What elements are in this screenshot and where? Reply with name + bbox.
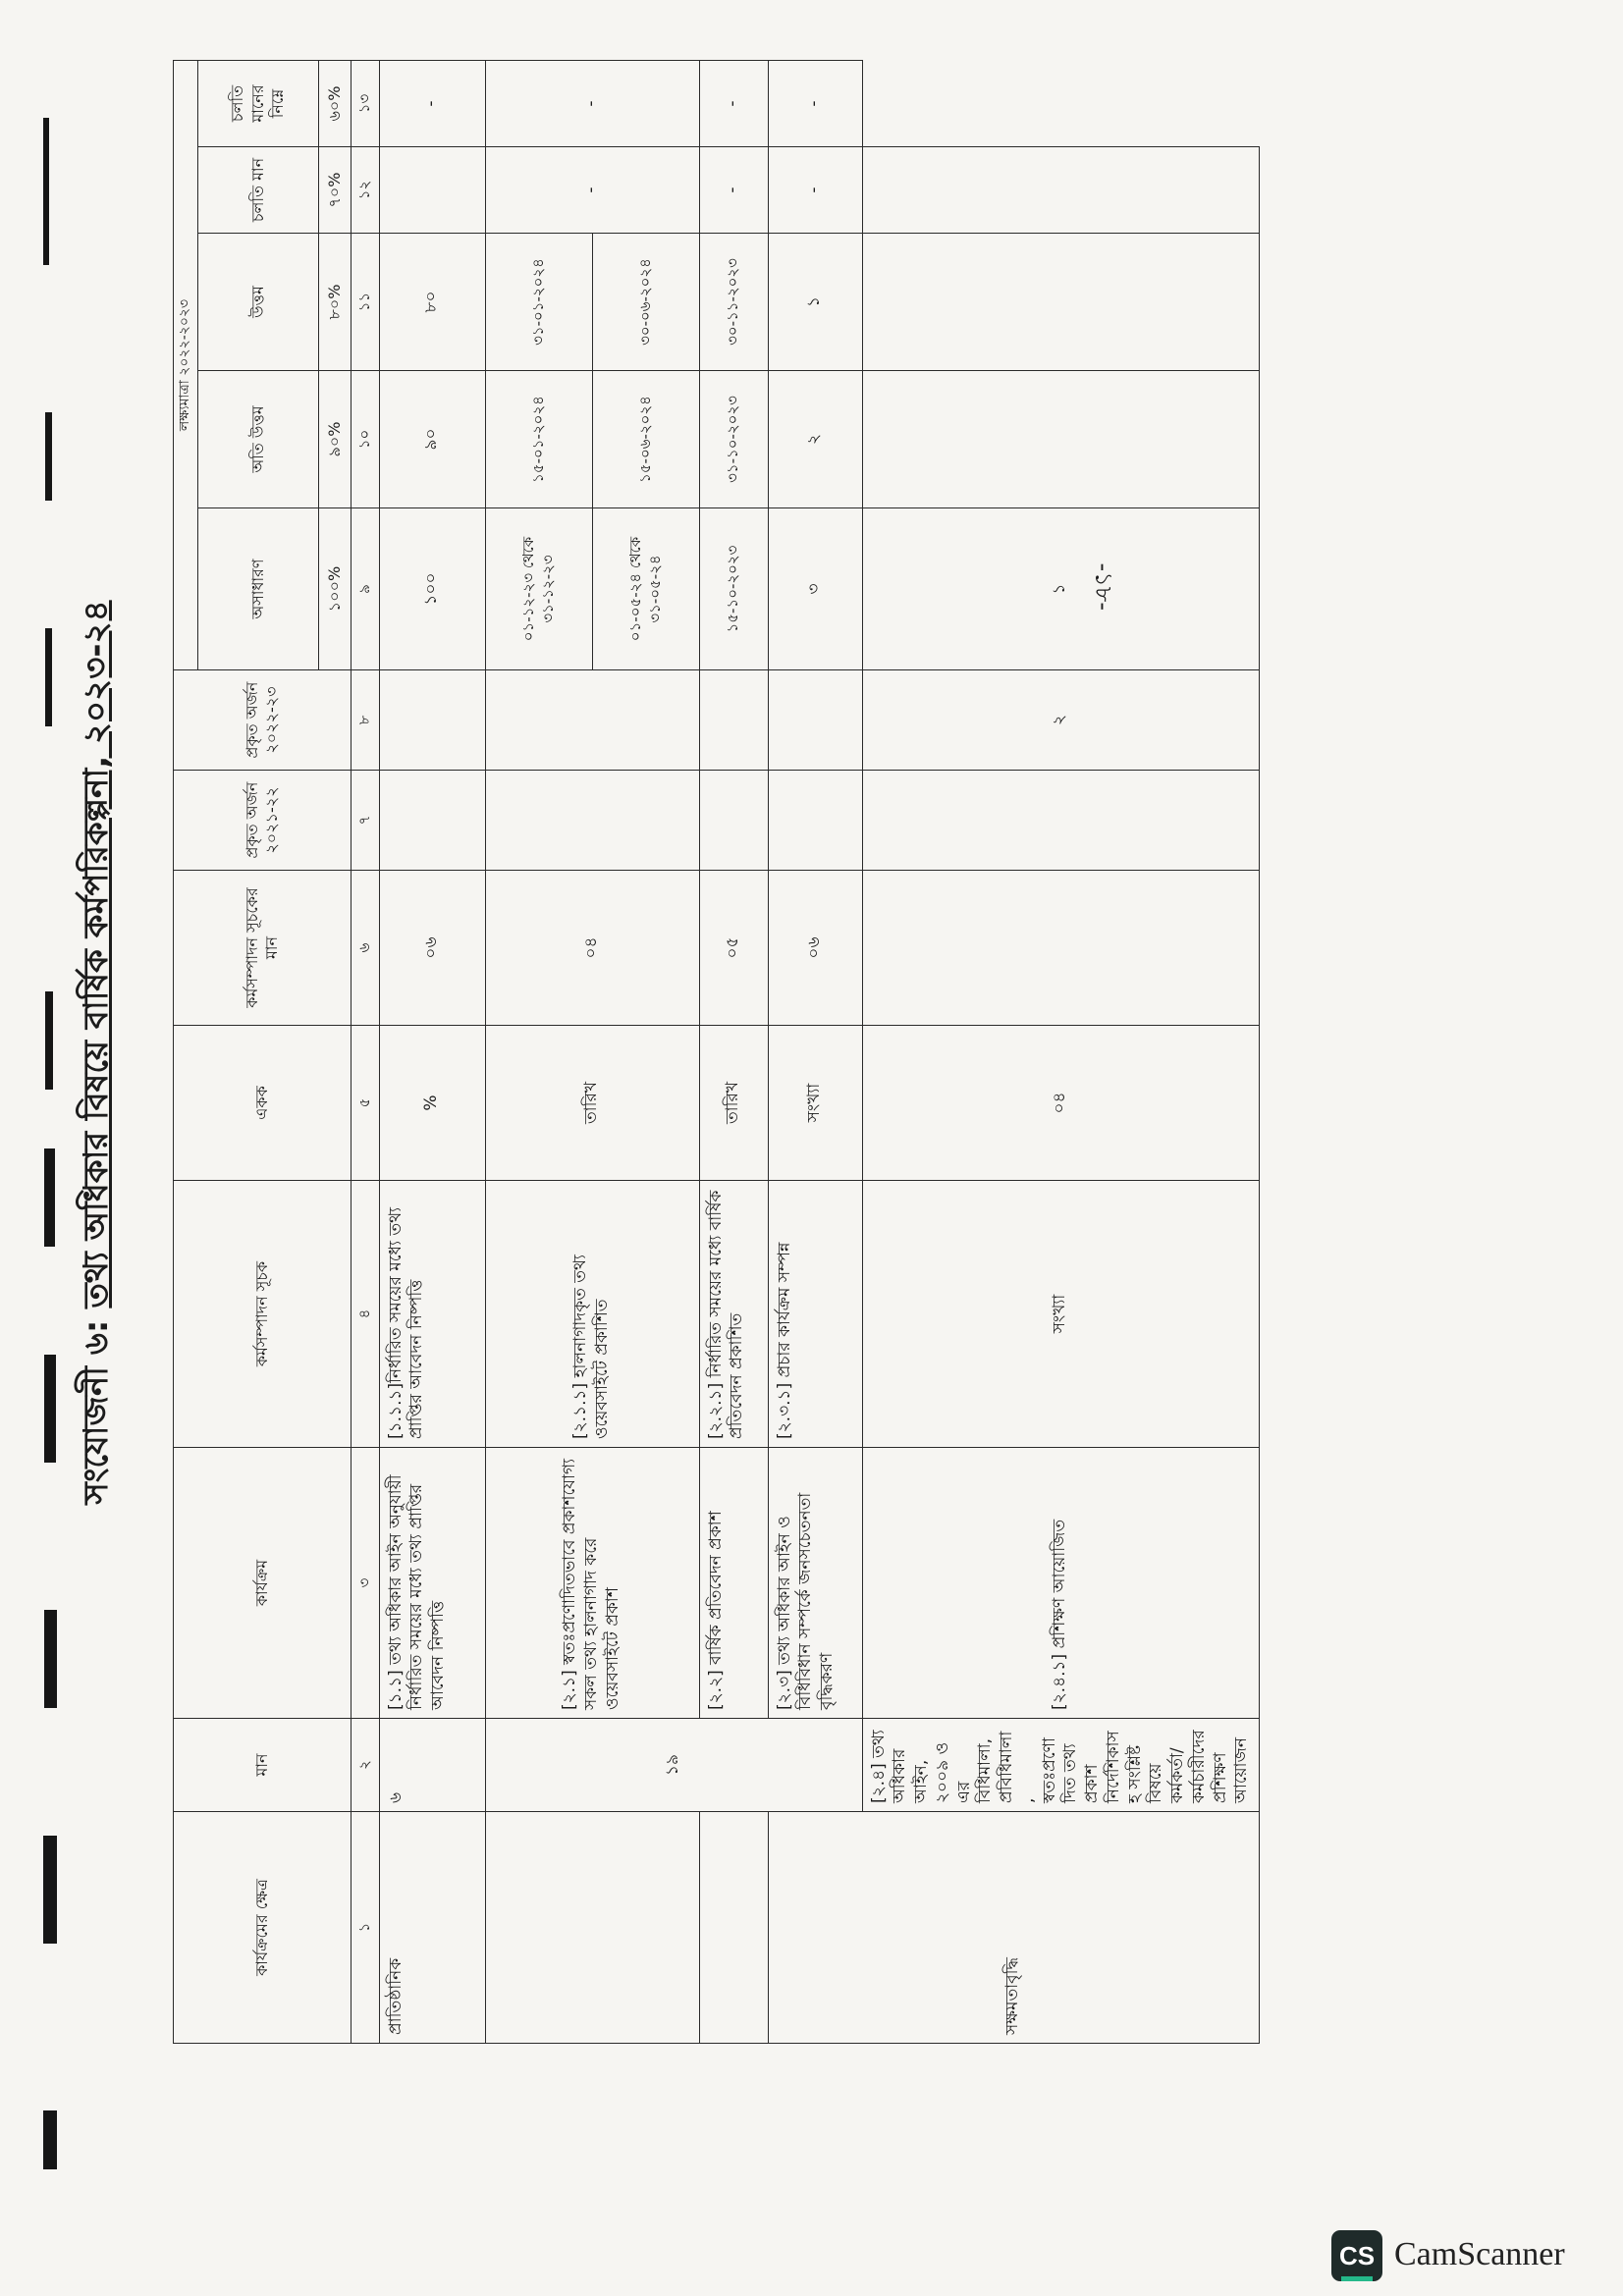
activity-cell: [২.২] বার্ষিক প্রতিবেদন প্রকাশ [699,1448,768,1719]
title-prefix: সংযোজনী ৬: [77,1308,116,1505]
actual-cell [379,670,485,771]
header-target-group: লক্ষ্যমাত্রা ২০২২-২০২৩ [174,60,198,669]
unit-cell: তারিখ [485,1026,699,1181]
area-cell: প্রাতিষ্ঠানিক [379,1812,485,2044]
indicator-cell: [২.২.১] নির্ধারিত সময়ের মধ্যে বার্ষিক প্রতিবেদন প্রকাশিত [699,1181,768,1448]
table-row [485,60,592,2043]
page-title [71,61,127,2044]
indicator-weight-cell: ০৬ [768,871,862,1026]
indicator-weight-cell: ০৬ [379,871,485,1026]
target-good: ১ [768,234,862,371]
header-unit: একক [174,1026,352,1181]
target-good [862,371,1260,508]
target-good: ৩১-০১-২০২৪ [485,234,592,371]
indicator-weight-cell: ০৪ [485,871,699,1026]
target-good: ৩০-১১-২০২৩ [699,234,768,371]
target-very-good: ৯০ [379,371,485,508]
activity-cell: [২.৪] তথ্য অধিকার আইন, ২০০৯ ও এর বিধিমালা, প্রবিধিমালা, স্বতঃপ্রণোদিত তথ্য প্রকাশ নির্দেশিকাসহ সংশ্লিষ্ট বিষয়ে কর্মকর্তা/কর্মচারীদের প্রশিক্ষণ আয়োজন [862,1719,1260,1812]
target-excellent: ১০০ [379,508,485,670]
binding-mark [45,628,52,726]
unit-cell: সংখ্যা [862,1181,1260,1448]
target-below-current [862,147,1260,234]
col-number: ৯ [352,508,379,670]
pct-cell: ১০০% [318,508,351,670]
binding-mark [43,118,49,265]
pct-cell: ৯০% [318,371,351,508]
binding-mark [45,991,53,1090]
target-very-good: ২ [768,371,862,508]
header-very-good: অতি উত্তম [197,371,318,508]
target-very-good: ১৫-০১-২০২৪ [485,371,592,508]
binding-mark [44,1610,57,1708]
indicator-weight-cell: ০৫ [699,871,768,1026]
target-current [379,147,485,234]
camscanner-logo-icon: CS [1331,2230,1382,2281]
header-weight: মান [174,1719,352,1812]
col-number: ১ [352,1812,379,2044]
binding-mark [45,412,52,501]
col-number: ১১ [352,234,379,371]
indicator-cell: [২.৪.১] প্রশিক্ষণ আয়োজিত [862,1448,1260,1719]
target-good: ৮০ [379,234,485,371]
column-number-row [352,60,379,2043]
header-excellent: অসাধারণ [197,508,318,670]
binding-mark [43,2110,57,2169]
col-number: ৭ [352,771,379,871]
weight-cell: ১৯ [485,1719,862,1812]
pct-cell: ৮০% [318,234,351,371]
activity-cell: [২.১] স্বতঃপ্রণোদিতভাবে প্রকাশযোগ্য সকল তথ্য হালনাগাদ করে ওয়েবসাইটে প্রকাশ [485,1448,699,1719]
area-cell [485,1812,699,2044]
activity-cell: [২.৩] তথ্য অধিকার আইন ও বিধিবিধান সম্পর্কে জনসচেতনতা বৃদ্ধিকরণ [768,1448,862,1719]
col-number: ১২ [352,147,379,234]
actual-cell [485,771,699,871]
page-number: -১৮- [1090,562,1117,611]
indicator-cell: [২.১.১] হালনাগাদকৃত তথ্য ওয়েবসাইটে প্রকাশিত [485,1181,699,1448]
header-activity: কার্যক্রম [174,1448,352,1719]
target-below-current: - [485,60,699,146]
unit-cell: তারিখ [699,1026,768,1181]
target-current: - [699,147,768,234]
area-cell [699,1812,768,2044]
target-very-good: ৩১-১০-২০২৩ [699,371,768,508]
actual-cell [699,670,768,771]
target-current: - [485,147,699,234]
col-number: ৩ [352,1448,379,1719]
target-below-current: - [699,60,768,146]
target-excellent: ০১-০৫-২৪ থেকে ৩১-০৫-২৪ [592,508,699,670]
header-below-current: চলতি মানের নিম্নে [197,60,318,146]
target-good: ৩০-০৬-২০২৪ [592,234,699,371]
header-actual-2022-23: প্রকৃত অর্জন ২০২২-২৩ [174,670,352,771]
header-row [174,60,198,2043]
target-below-current: - [379,60,485,146]
header-indicator-weight: কর্মসম্পাদন সূচকের মান [174,871,352,1026]
binding-mark [43,1836,57,1944]
target-current [862,234,1260,371]
indicator-weight-cell: ০৪ [862,1026,1260,1181]
target-current: - [768,147,862,234]
header-good: উত্তম [197,234,318,371]
target-very-good: ১৫-০৬-২০২৪ [592,371,699,508]
unit-cell: % [379,1026,485,1181]
target-excellent: ২ [862,670,1260,771]
table-row [862,60,1260,2043]
target-excellent: ৩ [768,508,862,670]
actual-cell [379,771,485,871]
binding-mark [44,1355,56,1463]
col-number: ৪ [352,1181,379,1448]
col-number: ১০ [352,371,379,508]
binding-mark [44,1148,55,1247]
actual-cell [768,670,862,771]
indicator-cell: [২.৩.১] প্রচার কার্যক্রম সম্পন্ন [768,1181,862,1448]
header-indicator: কর্মসম্পাদন সূচক [174,1181,352,1448]
actual-cell [768,771,862,871]
indicator-cell: [১.১.১]নির্ধারিত সময়ের মধ্যে তথ্য প্রাপ্তির আবেদন নিষ্পত্তি [379,1181,485,1448]
title-main: তথ্য অধিকার বিষয়ে বার্ষিক কর্মপরিকল্পনা, ২০২৩-২৪ [77,600,116,1308]
target-very-good: ১ [862,508,1260,670]
action-plan-table [173,60,1260,2044]
table-row [379,60,485,2043]
header-actual-2021-22: প্রকৃত অর্জন ২০২১-২২ [174,771,352,871]
area-cell: সক্ষমতাবৃদ্ধি [768,1812,1260,2044]
col-number: ২ [352,1719,379,1812]
actual-cell [862,771,1260,871]
unit-cell: সংখ্যা [768,1026,862,1181]
actual-cell [699,771,768,871]
actual-cell [862,871,1260,1026]
col-number: ৬ [352,871,379,1026]
target-excellent: ০১-১২-২৩ থেকে ৩১-১২-২৩ [485,508,592,670]
col-number: ৮ [352,670,379,771]
target-below-current: - [768,60,862,146]
pct-cell: ৭০% [318,147,351,234]
col-number: ৫ [352,1026,379,1181]
header-area: কার্যক্রমের ক্ষেত্র [174,1812,352,2044]
col-number: ১৩ [352,60,379,146]
pct-cell: ৬০% [318,60,351,146]
camscanner-brand: CamScanner [1394,2236,1565,2272]
activity-cell: [১.১] তথ্য অধিকার আইন অনুযায়ী নির্ধারিত সময়ের মধ্যে তথ্য প্রাপ্তির আবেদন নিষ্পত্তি [379,1448,485,1719]
actual-cell [485,670,699,771]
header-current: চলতি মান [197,147,318,234]
weight-cell: ৬ [379,1719,485,1812]
target-excellent: ১৫-১০-২০২৩ [699,508,768,670]
rotated-document [63,61,1252,2044]
